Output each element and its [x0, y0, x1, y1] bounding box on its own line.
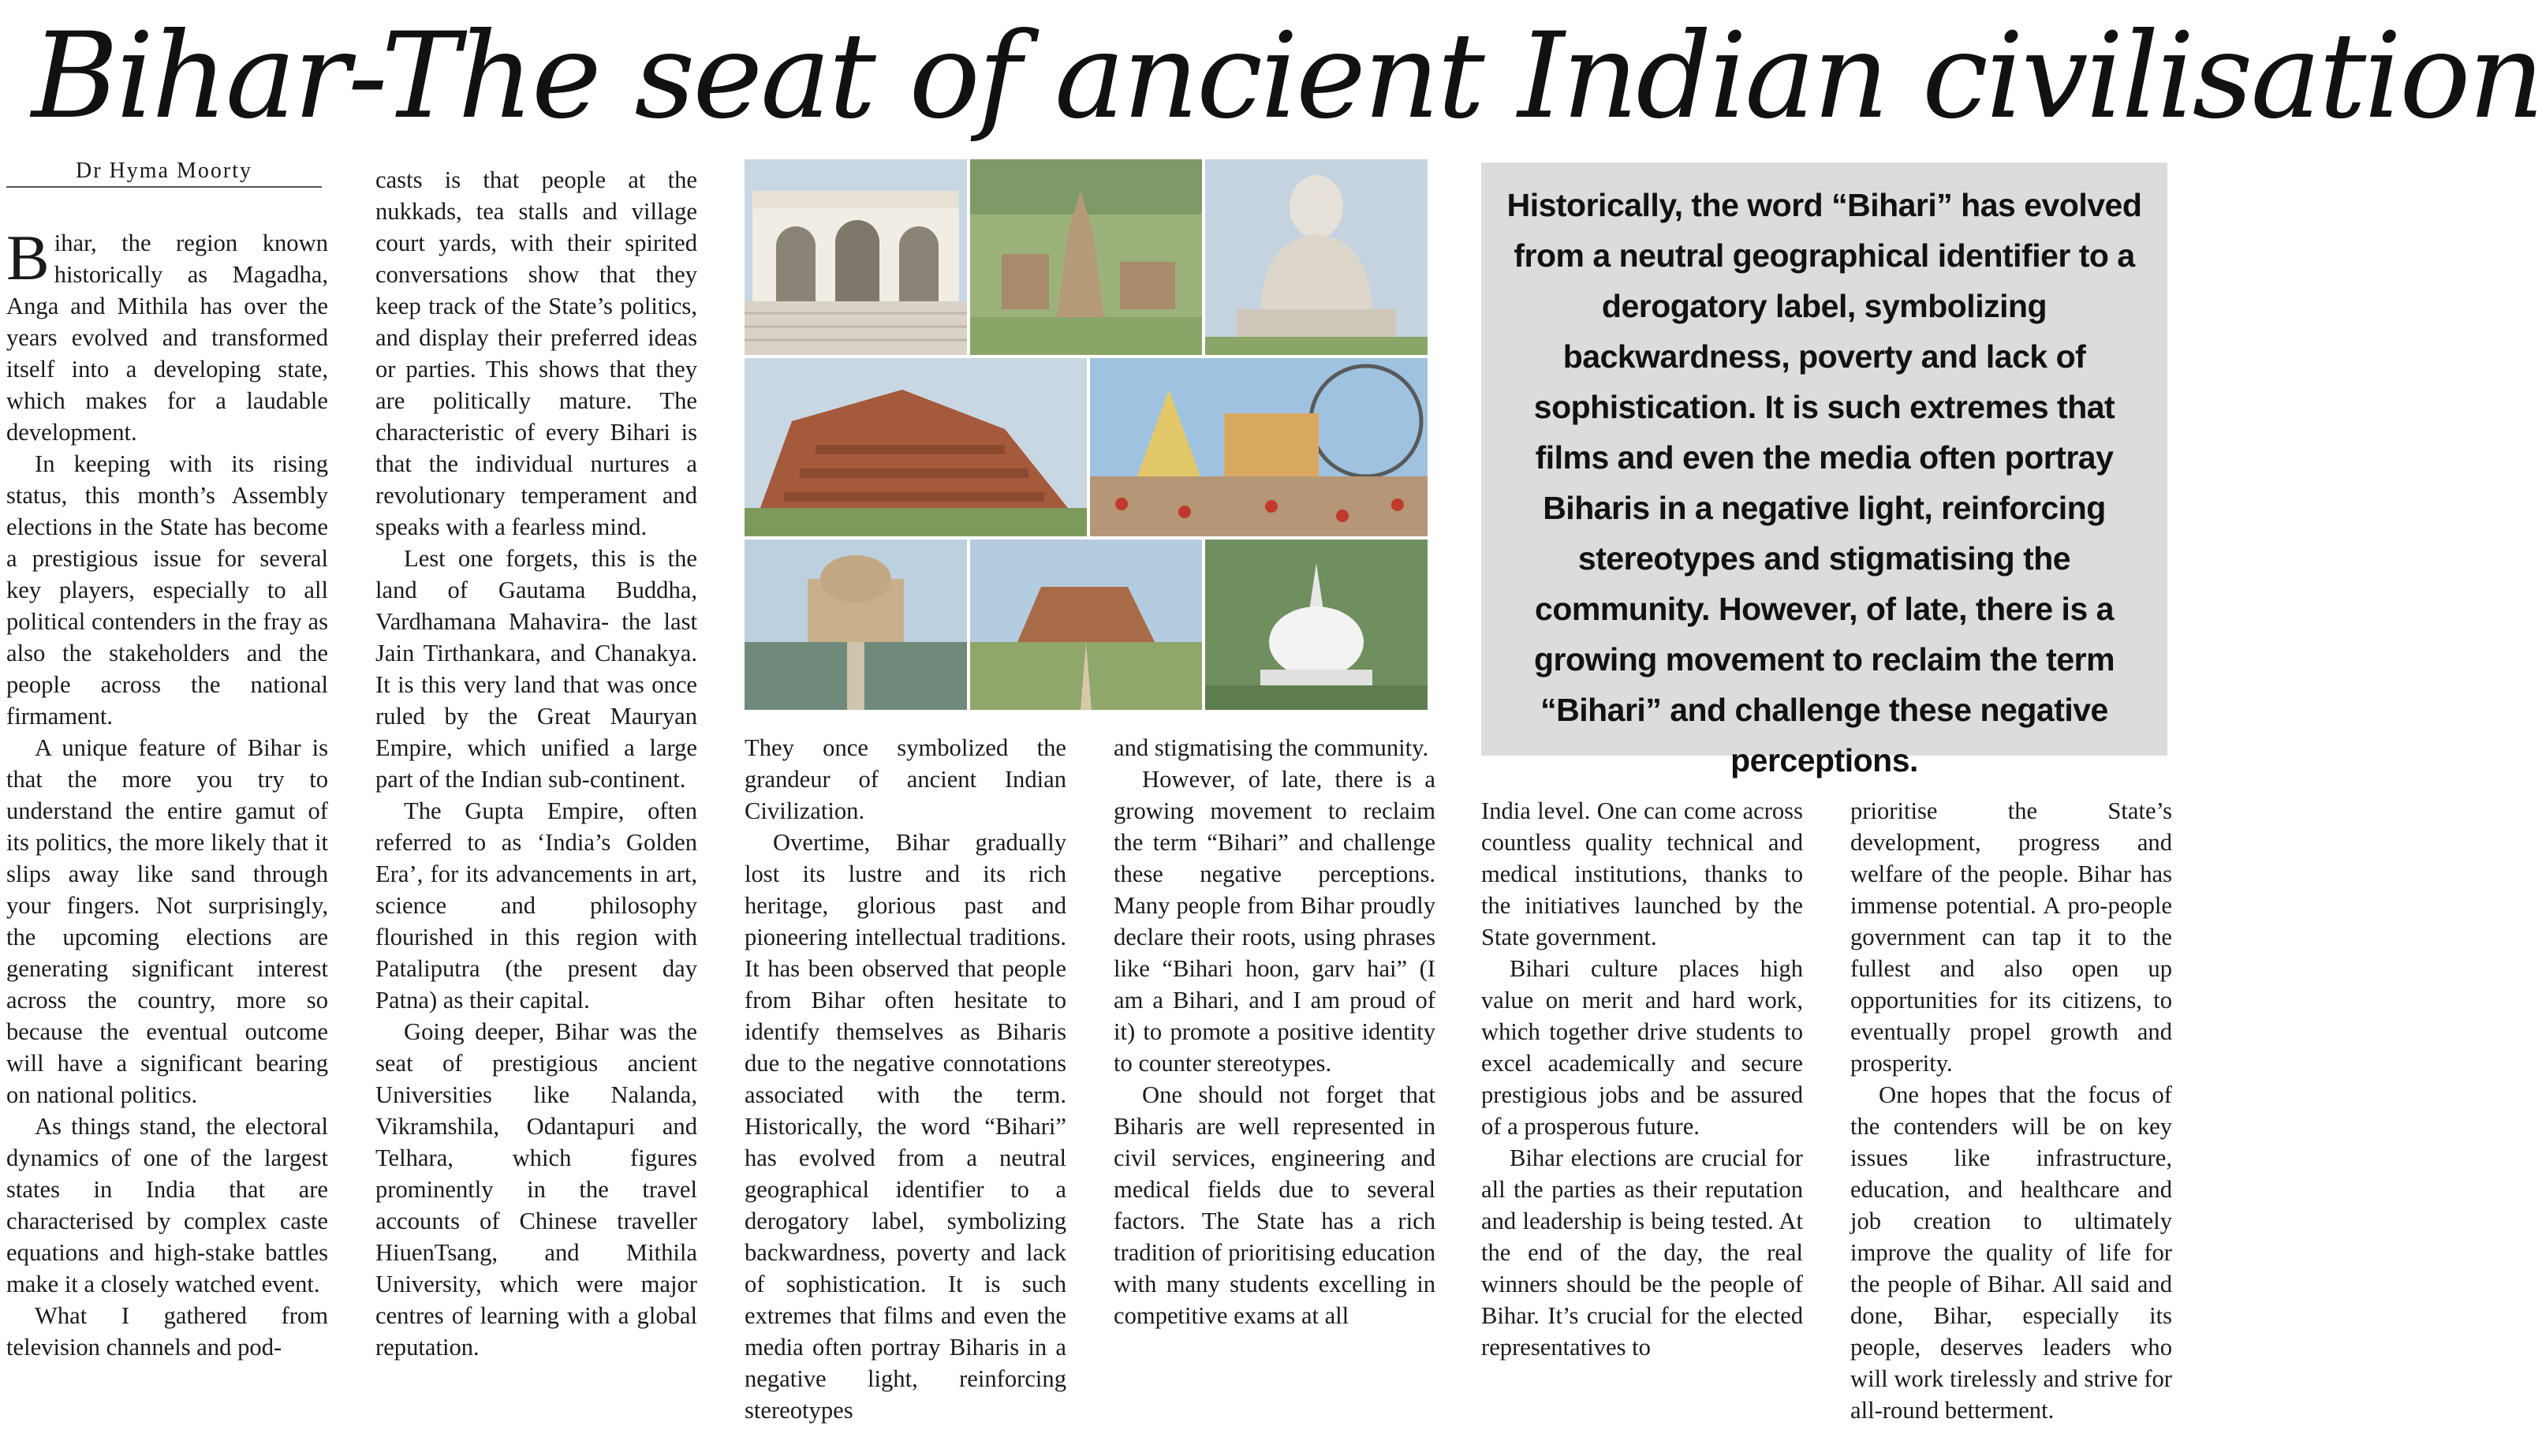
paragraph: One hopes that the focus of the contenders will be on key issues like infrastructure, education, and healthcare and job creation to ultimately improve the quality of life for the people of Bihar. All said and done, Bihar, especially its people, deserves leaders who will work tirelessly and strive for all-round betterment. [1850, 1081, 2172, 1424]
article-column-2 [375, 164, 697, 1456]
paragraph: and stigmatising the community. [1114, 734, 1429, 761]
paragraph: As things stand, the electoral dynamics of one of the largest states in India that are characterised by complex caste equations and high-stake battles make it a closely watched event. [6, 1113, 328, 1297]
paragraph: Bihari culture places high value on merit and hard work, which together drive students to excel academically and secure prestigious jobs and be assured of a prosperous future. [1481, 955, 1803, 1140]
paragraph: India level. One can come across countless quality technical and medical institutions, thanks to the initiatives launched by the State government. [1481, 797, 1803, 950]
byline: Dr Hyma Moorty [6, 158, 322, 188]
article-column-3 [745, 732, 1066, 1456]
paragraph: Going deeper, Bihar was the seat of prestigious ancient Universities like Nalanda, Vikramshila, Odantapuri and Telhara, which figures prominently in the travel accounts of Chinese traveller HiuenTsang, and Mithila University, which were major centres of learning with a global reputation. [375, 1018, 697, 1361]
paragraph: What I gathered from television channels and pod- [6, 1302, 328, 1361]
peace-pagoda-photo [1205, 539, 1428, 710]
paragraph [6, 222, 328, 448]
paragraph: casts is that people at the nukkads, tea stalls and village court yards, with their spirited conversations show that they keep track of the State’s politics, and display their preferred ideas or parties. This shows that they are politically mature. The characteristic of every Bihari is that the individual nurtures a revolutionary temperament and speaks with a fearless mind. [375, 166, 697, 540]
article-column-6 [1850, 795, 2172, 1456]
paragraph: However, of late, there is a growing movement to reclaim the term “Bihari” and challenge these negative perceptions. Many people from Bihar proudly declare their roots, using phrases like “Bihari hoon, garv hai” (I am a Bihari, and I am proud of it) to promote a positive identity to counter stereotypes. [1114, 766, 1435, 1077]
tomb-lake-photo [745, 539, 967, 710]
paragraph-text: ihar, the region known historically as Magadha, Anga and Mithila has over the years evolved and transformed itself into a developing state, which makes for a laudable development. [6, 230, 328, 446]
article-column-5 [1481, 795, 1803, 1456]
article-headline: Bihar-The seat of ancient Indian civilisation [32, 8, 2542, 145]
pull-quote: Historically, the word “Bihari” has evolved from a neutral geographical identifier to a derogatory label, symbolizing backwardness, poverty and lack of sophistication. It is such extremes that films and even the media often portray Biharis in a negative light, reinforcing stereotypes and stigmatising the community. However, of late, there is a growing movement to reclaim the term “Bihari” and challenge these negative perceptions. [1481, 162, 2167, 756]
paragraph: They once symbolized the grandeur of ancient Indian Civilization. [745, 734, 1066, 824]
excavated-site-photo [970, 539, 1202, 710]
paragraph: Overtime, Bihar gradually lost its lustre and its rich heritage, glorious past and pioneering intellectual traditions. It has been observed that people from Bihar often hesitate to identify themselves as Biharis due to the negative connotations associated with the term. Historically, the word “Bihari” has evolved from a neutral geographical identifier to a derogatory label, symbolizing backwardness, poverty and lack of sophistication. It is such extremes that films and even the media often portray Biharis in a negative light, reinforcing stereotypes [745, 829, 1066, 1424]
article-column-4 [1114, 732, 1435, 1456]
article-column-1 [6, 222, 328, 1456]
paragraph: A unique feature of Bihar is that the more you try to understand the entire gamut of its politics, the more likely that it slips away like sand through your fingers. Not surprisingly, the upcoming elections are generating significant interest across the country, more so because the eventual outcome will have a significant bearing on national politics. [6, 734, 328, 1108]
nalanda-ruins-photo [745, 358, 1087, 536]
temple-photo [745, 159, 967, 355]
paragraph: prioritise the State’s development, progress and welfare of the people. Bihar has immense potential. A pro-people government can tap it to the fullest and also open up opportunities for its citizens, to eventually propel growth and prosperity. [1850, 797, 2172, 1077]
paragraph: One should not forget that Biharis are well represented in civil services, engineering and medical fields due to several factors. The State has a rich tradition of prioritising education with many students excelling in competitive exams at all [1114, 1081, 1435, 1329]
paragraph: Bihar elections are crucial for all the parties as their reputation and leadership is being tested. At the end of the day, the real winners should be the people of Bihar. It’s crucial for the elected representatives to [1481, 1144, 1803, 1361]
drop-cap: B [6, 222, 50, 293]
fair-photo [1090, 358, 1428, 536]
heritage-photo-collage [745, 159, 1428, 710]
paragraph: In keeping with its rising status, this month’s Assembly elections in the State has become a prestigious issue for several key players, especially to all political contenders in the fray as also the stakeholders and the people across the national firmament. [6, 450, 328, 730]
stupa-ruins-photo [970, 159, 1202, 355]
buddha-statue-photo [1205, 159, 1428, 355]
paragraph: Lest one forgets, this is the land of Gautama Buddha, Vardhamana Mahavira- the last Jain Tirthankara, and Chanakya. It is this very land that was once ruled by the Great Mauryan Empire, which unified a large part of the Indian sub-continent. [375, 545, 697, 793]
paragraph: The Gupta Empire, often referred to as ‘India’s Golden Era’, for its advancements in art, science and philosophy flourished in this region with Pataliputra (the present day Patna) as their capital. [375, 797, 697, 1014]
